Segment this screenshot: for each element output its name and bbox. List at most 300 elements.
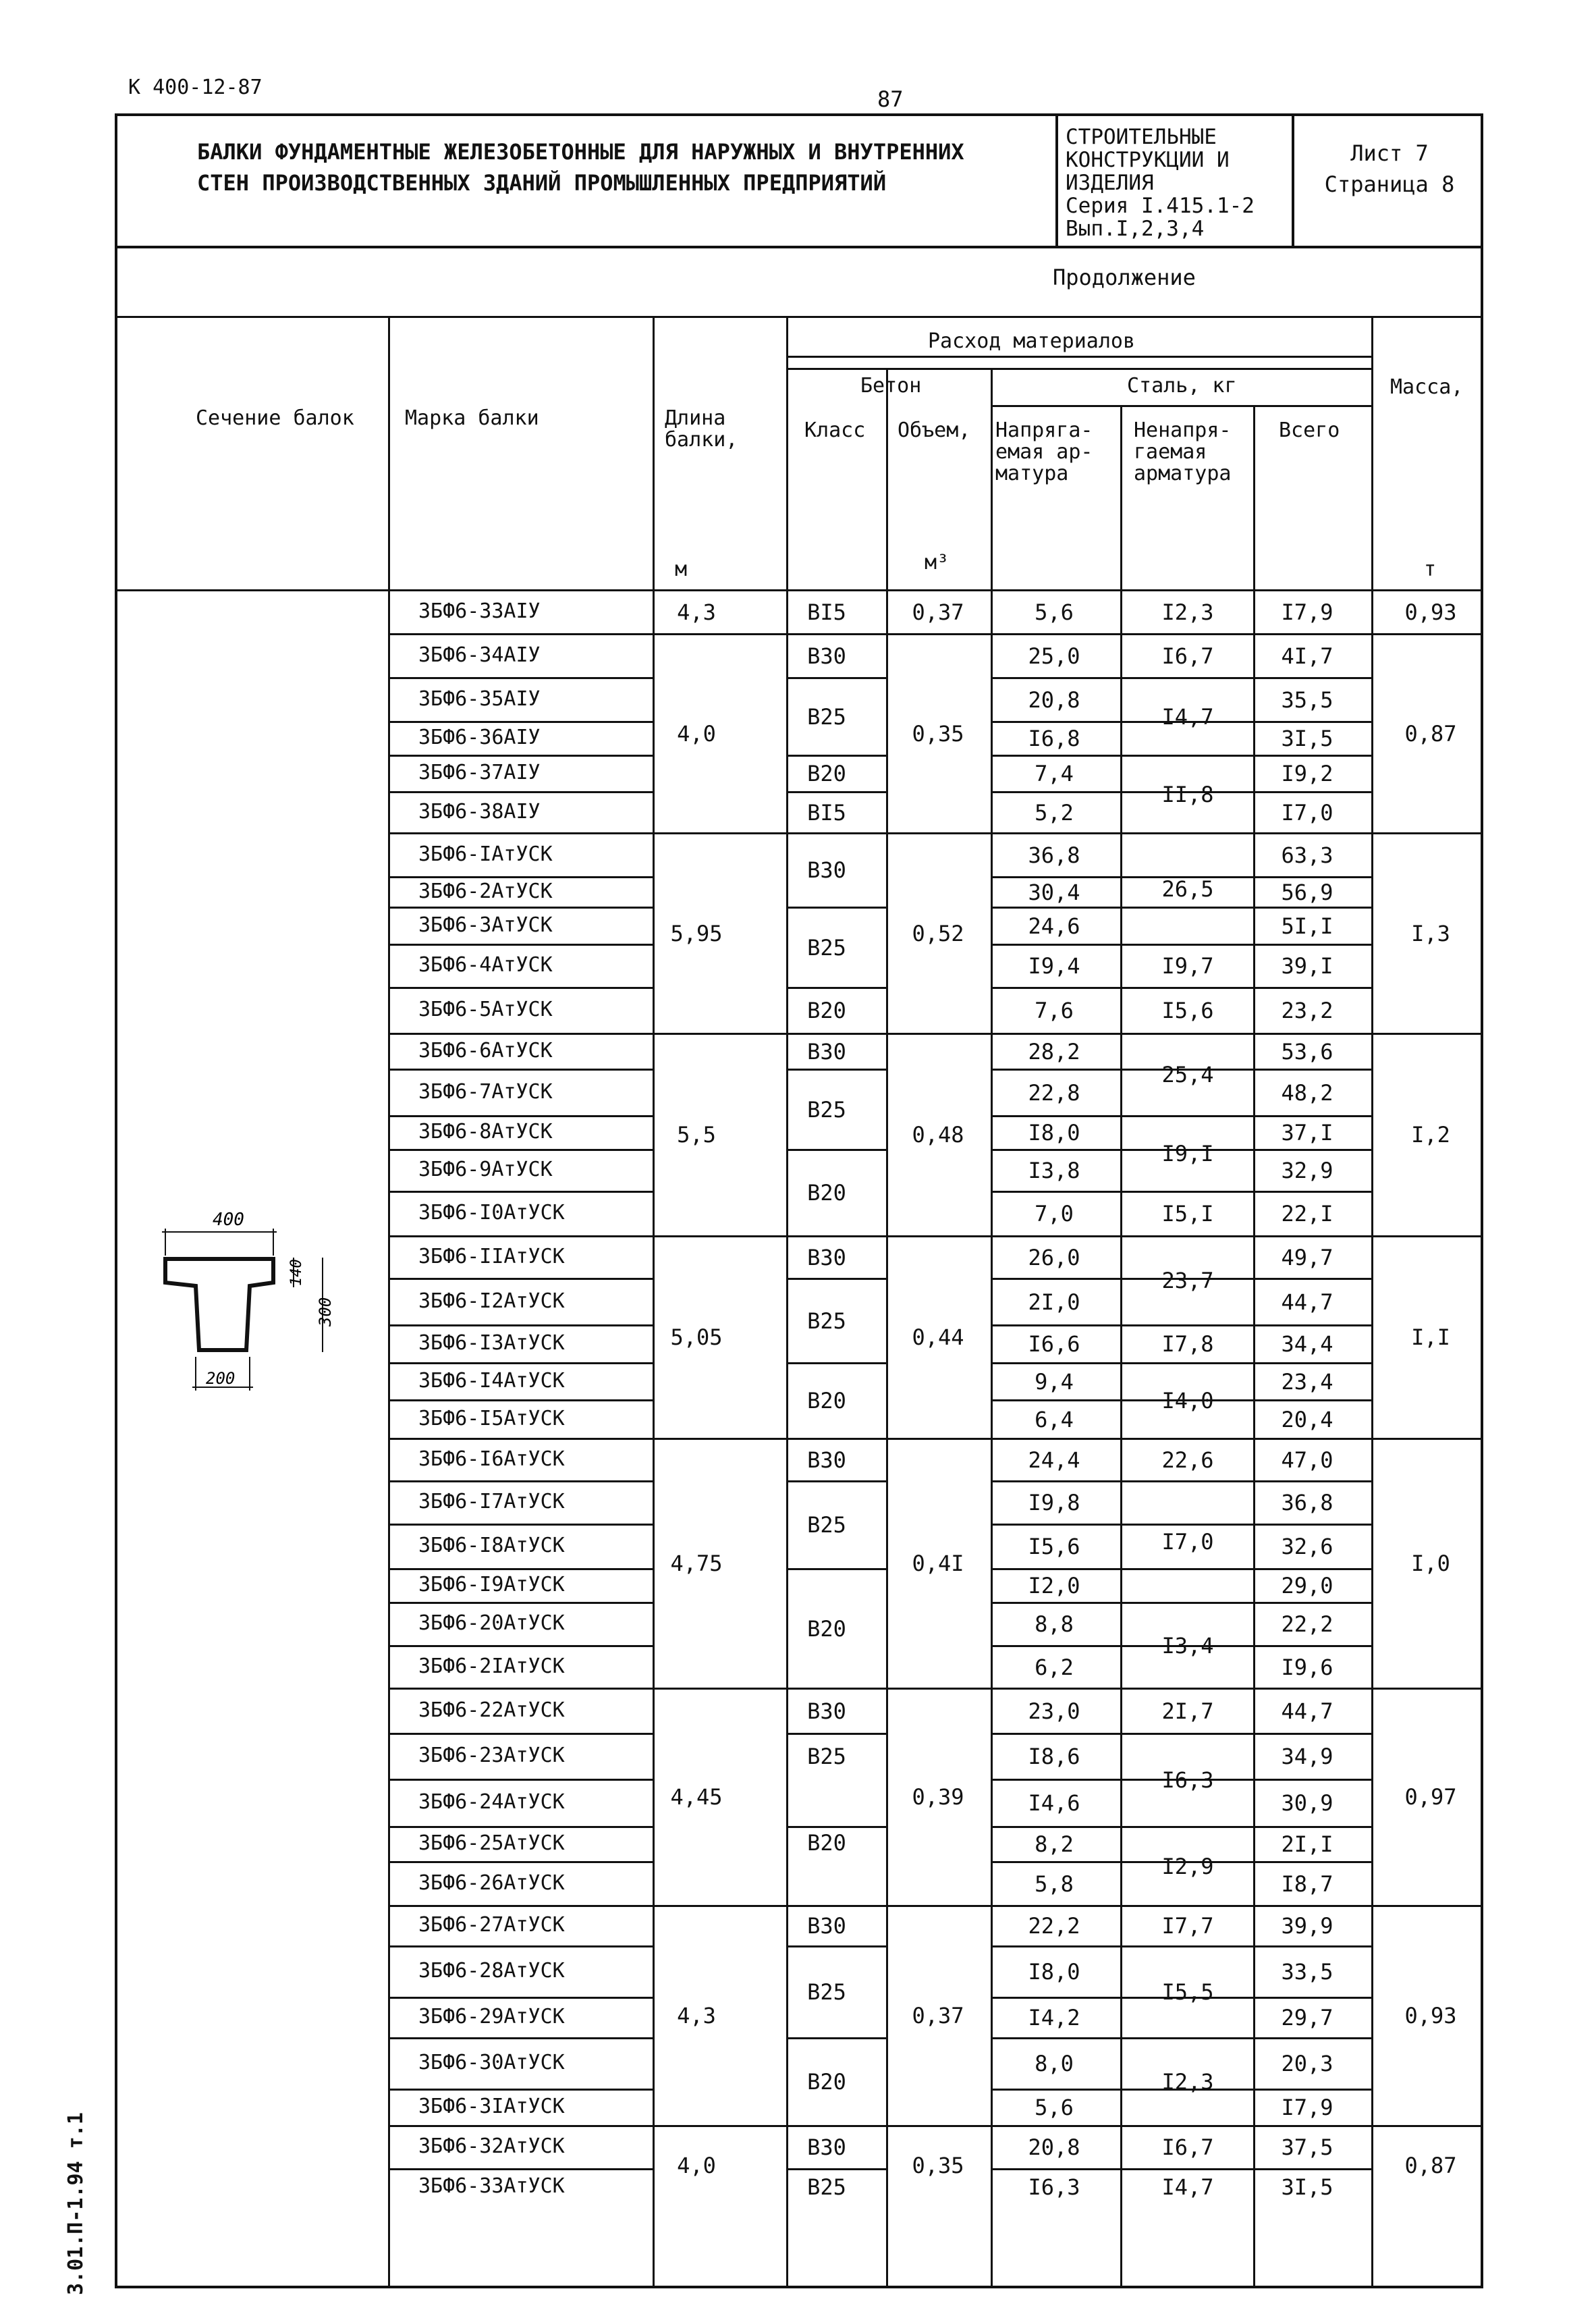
- row-separator: [991, 832, 1371, 834]
- row-23-prestressed: I9,8: [1028, 1490, 1080, 1515]
- class-separator: [786, 1480, 886, 1482]
- row-17-class: B30: [807, 1244, 846, 1270]
- row-3-mark: 3БФ6-35АIУ: [418, 687, 541, 711]
- class-separator: [786, 1069, 886, 1071]
- row-37-total: I7,9: [1281, 2095, 1333, 2120]
- group-separator: [1371, 2125, 1483, 2127]
- row-30-prestressed: I4,6: [1028, 1790, 1080, 1816]
- group-separator: [653, 2125, 786, 2127]
- header-concrete: Бетон: [860, 374, 922, 398]
- row-separator: [388, 1115, 653, 1117]
- row-38-nonprestressed: I6,7: [1161, 2134, 1214, 2160]
- row-8-mark: 3БФ6-2АтУСК: [418, 879, 553, 903]
- row-separator: [991, 987, 1371, 989]
- row-5-class: B20: [807, 761, 846, 786]
- class-separator: [786, 1149, 886, 1151]
- row-separator: [388, 2168, 653, 2170]
- row-18-mark: 3БФ6-I2АтУСК: [418, 1289, 565, 1313]
- row-1-length: 4,3: [677, 599, 716, 625]
- header-section: Сечение балок: [196, 406, 354, 430]
- header-total: Всего: [1279, 419, 1340, 442]
- volume-0-35-b: 0,35: [912, 2153, 964, 2178]
- mass-1-0: I,0: [1411, 1551, 1450, 1576]
- page-number: 87: [877, 86, 904, 112]
- row-16-mark: 3БФ6-I0АтУСК: [418, 1201, 565, 1225]
- group-separator: [653, 1033, 786, 1035]
- title-line-1: БАЛКИ ФУНДАМЕНТНЫЕ ЖЕЛЕЗОБЕТОННЫЕ ДЛЯ НАРУЖНЫХ И ВНУТРЕННИХ: [197, 139, 964, 165]
- row-3-total: 35,5: [1281, 687, 1333, 713]
- row-2-nonprestressed: I6,7: [1161, 643, 1214, 669]
- series-line-3: ИЗДЕЛИЯ: [1066, 171, 1154, 195]
- row-13-mark: 3БФ6-7АтУСК: [418, 1079, 553, 1104]
- row-1-nonprestressed: I2,3: [1161, 599, 1214, 625]
- row-separator: [388, 2125, 653, 2127]
- group-separator: [653, 832, 786, 834]
- non-17-0: I7,0: [1161, 1529, 1214, 1555]
- class-separator: [786, 1033, 886, 1035]
- row-separator: [991, 1324, 1371, 1326]
- row-separator: [991, 755, 1371, 757]
- materials-divider-2: [786, 368, 1371, 370]
- row-39-mark: 3БФ6-33АтУСК: [418, 2174, 565, 2198]
- header-top-line: [116, 316, 1483, 318]
- row-4-total: 3I,5: [1281, 726, 1333, 751]
- row-8-prestressed: 30,4: [1028, 879, 1080, 905]
- row-16-total: 22,I: [1281, 1201, 1333, 1227]
- row-22-prestressed: 24,4: [1028, 1447, 1080, 1473]
- class-separator: [786, 987, 886, 989]
- non-14-7-a: I4,7: [1161, 703, 1214, 730]
- row-separator: [388, 1149, 653, 1151]
- group-separator: [886, 1688, 991, 1690]
- row-6-prestressed: 5,2: [1035, 799, 1074, 826]
- class-separator: [786, 791, 886, 793]
- class-separator: [786, 677, 886, 679]
- row-separator: [388, 1997, 653, 1999]
- row-20-prestressed: 9,4: [1035, 1368, 1074, 1395]
- mass-0-97: 0,97: [1404, 1784, 1457, 1810]
- dim-flange: 140: [288, 1259, 305, 1286]
- class-b20-c: B20: [807, 1180, 846, 1206]
- row-1-mass: 0,93: [1404, 599, 1457, 625]
- row-separator: [388, 1733, 653, 1735]
- row-21-total: 20,4: [1281, 1406, 1333, 1432]
- group-separator: [1371, 1235, 1483, 1237]
- row-32-total: I8,7: [1281, 1871, 1333, 1897]
- row-12-class: B30: [807, 1038, 846, 1065]
- row-38-total: 37,5: [1281, 2134, 1333, 2160]
- row-separator: [388, 791, 653, 793]
- class-b20-f: B20: [807, 1829, 846, 1856]
- row-38-mark: 3БФ6-32АтУСК: [418, 2134, 565, 2158]
- row-17-total: 49,7: [1281, 1244, 1333, 1270]
- row-13-prestressed: 22,8: [1028, 1079, 1080, 1106]
- group-separator: [1371, 832, 1483, 834]
- row-35-prestressed: I4,2: [1028, 2005, 1080, 2031]
- row-29-prestressed: I8,6: [1028, 1744, 1080, 1769]
- row-36-total: 20,3: [1281, 2051, 1333, 2076]
- row-20-total: 23,4: [1281, 1368, 1333, 1395]
- row-1-total: I7,9: [1281, 599, 1333, 625]
- row-separator: [991, 1568, 1371, 1570]
- row-10-nonprestressed: I9,7: [1161, 953, 1214, 979]
- group-separator: [653, 633, 786, 635]
- row-26-mark: 3БФ6-20АтУСК: [418, 1611, 565, 1635]
- volume-0-37-b: 0,37: [912, 2003, 964, 2028]
- row-16-nonprestressed: I5,I: [1161, 1201, 1214, 1227]
- header-nonprestressed: Ненапря- гаемая арматура: [1134, 419, 1232, 485]
- row-31-mark: 3БФ6-25АтУСК: [418, 1831, 565, 1855]
- class-b25-g: B25: [807, 1979, 846, 2005]
- row-8-total: 56,9: [1281, 879, 1333, 905]
- row-separator: [388, 1945, 653, 1947]
- class-separator: [786, 1905, 886, 1907]
- class-separator: [786, 2037, 886, 2039]
- row-33-nonprestressed: I7,7: [1161, 1913, 1214, 1939]
- row-2-class: B30: [807, 643, 846, 669]
- row-separator: [388, 1324, 653, 1326]
- header-bottom-line: [116, 589, 1483, 591]
- row-27-total: I9,6: [1281, 1654, 1333, 1680]
- length-5-95: 5,95: [670, 920, 723, 946]
- row-39-total: 3I,5: [1281, 2174, 1333, 2200]
- row-separator: [991, 1362, 1371, 1364]
- row-separator: [388, 677, 653, 679]
- row-29-total: 34,9: [1281, 1744, 1333, 1769]
- page-label: Страница 8: [1324, 171, 1455, 197]
- non-19-1: I9,I: [1161, 1141, 1214, 1166]
- header-volume: Объем,: [898, 419, 971, 442]
- row-26-prestressed: 8,8: [1035, 1611, 1074, 1637]
- row-29-class: B25: [807, 1744, 846, 1769]
- row-11-prestressed: 7,6: [1035, 998, 1074, 1023]
- row-14-prestressed: I8,0: [1028, 1120, 1080, 1146]
- row-30-mark: 3БФ6-24АтУСК: [418, 1790, 565, 1814]
- title-line-2: СТЕН ПРОИЗВОДСТВЕННЫХ ЗДАНИЙ ПРОМЫШЛЕННЫХ ПРЕДПРИЯТИЙ: [197, 170, 887, 196]
- row-separator: [991, 2125, 1371, 2127]
- row-separator: [991, 944, 1371, 946]
- row-33-total: 39,9: [1281, 1913, 1333, 1939]
- row-38-prestressed: 20,8: [1028, 2134, 1080, 2160]
- header-volume-unit: м³: [925, 551, 950, 574]
- row-28-total: 44,7: [1281, 1698, 1333, 1724]
- series-line-2: КОНСТРУКЦИИ И: [1066, 148, 1230, 172]
- row-separator: [991, 1033, 1371, 1035]
- row-separator: [388, 832, 653, 834]
- class-separator: [786, 1945, 886, 1947]
- dim-bottom: 200: [206, 1369, 236, 1388]
- row-22-total: 47,0: [1281, 1447, 1333, 1473]
- class-separator: [786, 1568, 886, 1570]
- row-10-prestressed: I9,4: [1028, 953, 1080, 979]
- volume-0-52: 0,52: [912, 920, 964, 946]
- group-separator: [886, 832, 991, 834]
- row-separator: [991, 1602, 1371, 1604]
- row-separator: [991, 1480, 1371, 1482]
- row-9-prestressed: 24,6: [1028, 913, 1080, 939]
- row-26-total: 22,2: [1281, 1611, 1333, 1637]
- beam-section-drawing: [142, 1191, 385, 1421]
- row-38-class: B30: [807, 2134, 846, 2160]
- row-separator: [991, 1235, 1371, 1237]
- row-6-total: I7,0: [1281, 799, 1333, 826]
- non-16-3: I6,3: [1161, 1767, 1214, 1793]
- row-34-total: 33,5: [1281, 1959, 1333, 1985]
- row-separator: [388, 1480, 653, 1482]
- row-23-total: 36,8: [1281, 1490, 1333, 1515]
- row-34-mark: 3БФ6-28АтУСК: [418, 1959, 565, 1983]
- class-separator: [786, 1235, 886, 1237]
- row-separator: [388, 1278, 653, 1280]
- class-b25-b: B25: [807, 934, 846, 961]
- row-separator: [388, 755, 653, 757]
- header-steel: Сталь, кг: [1127, 374, 1237, 398]
- class-b30-b: B30: [807, 857, 846, 883]
- header-length-unit: м: [675, 558, 688, 581]
- row-28-mark: 3БФ6-22АтУСК: [418, 1698, 565, 1722]
- row-4-mark: 3БФ6-36АIУ: [418, 726, 541, 749]
- row-15-total: 32,9: [1281, 1158, 1333, 1183]
- row-28-prestressed: 23,0: [1028, 1698, 1080, 1724]
- row-5-total: I9,2: [1281, 761, 1333, 786]
- row-separator: [388, 876, 653, 878]
- document-code: К 400-12-87: [128, 76, 263, 99]
- row-separator: [388, 987, 653, 989]
- row-39-class: B25: [807, 2174, 846, 2200]
- row-separator: [388, 2037, 653, 2039]
- group-separator: [886, 1905, 991, 1907]
- row-13-total: 48,2: [1281, 1079, 1333, 1106]
- continuation-label: Продолжение: [1053, 265, 1196, 290]
- row-33-class: B30: [807, 1913, 846, 1939]
- row-25-total: 29,0: [1281, 1573, 1333, 1598]
- row-31-prestressed: 8,2: [1035, 1831, 1074, 1857]
- mass-1-2: I,2: [1411, 1122, 1450, 1148]
- row-separator: [388, 1568, 653, 1570]
- row-36-prestressed: 8,0: [1035, 2051, 1074, 2076]
- row-33-prestressed: 22,2: [1028, 1913, 1080, 1939]
- row-32-mark: 3БФ6-26АтУСК: [418, 1871, 565, 1895]
- class-separator: [786, 832, 886, 834]
- row-separator: [388, 1861, 653, 1863]
- row-27-prestressed: 6,2: [1035, 1654, 1074, 1680]
- class-separator: [786, 633, 886, 635]
- grid-line: [1371, 316, 1373, 2288]
- row-7-total: 63,3: [1281, 842, 1333, 868]
- row-19-total: 34,4: [1281, 1331, 1333, 1357]
- row-36-mark: 3БФ6-30АтУСК: [418, 2051, 565, 2074]
- header-mass: Масса,: [1390, 375, 1464, 399]
- volume-0-41: 0,4I: [912, 1551, 964, 1576]
- row-33-mark: 3БФ6-27АтУСК: [418, 1913, 565, 1937]
- non-23-7: 23,7: [1161, 1268, 1214, 1293]
- row-1-prestressed: 5,6: [1035, 599, 1074, 625]
- row-separator: [991, 677, 1371, 679]
- row-12-prestressed: 28,2: [1028, 1038, 1080, 1065]
- grid-line: [1120, 405, 1122, 2288]
- row-37-prestressed: 5,6: [1035, 2095, 1074, 2120]
- row-separator: [388, 633, 653, 635]
- row-23-mark: 3БФ6-I7АтУСК: [418, 1490, 565, 1513]
- row-12-mark: 3БФ6-6АтУСК: [418, 1038, 553, 1063]
- volume-0-48: 0,48: [912, 1122, 964, 1148]
- volume-0-35-a: 0,35: [912, 720, 964, 747]
- volume-0-39: 0,39: [912, 1784, 964, 1810]
- row-6-mark: 3БФ6-38АIУ: [418, 799, 541, 824]
- row-17-prestressed: 26,0: [1028, 1244, 1080, 1270]
- group-separator: [886, 1438, 991, 1440]
- row-19-mark: 3БФ6-I3АтУСК: [418, 1331, 565, 1355]
- class-separator: [786, 1278, 886, 1280]
- row-separator: [388, 1645, 653, 1647]
- row-24-total: 32,6: [1281, 1534, 1333, 1559]
- length-4-3-b: 4,3: [677, 2003, 716, 2028]
- non-26-5: 26,5: [1161, 876, 1214, 902]
- row-separator: [388, 1688, 653, 1690]
- length-4-45: 4,45: [670, 1784, 723, 1810]
- row-14-mark: 3БФ6-8АтУСК: [418, 1120, 553, 1144]
- group-separator: [1371, 1033, 1483, 1035]
- class-b20-d: B20: [807, 1388, 846, 1414]
- row-29-mark: 3БФ6-23АтУСК: [418, 1744, 565, 1767]
- non-12-3: I2,3: [1161, 2069, 1214, 2095]
- row-1-volume: 0,37: [912, 599, 964, 625]
- row-19-nonprestressed: I7,8: [1161, 1331, 1214, 1357]
- row-22-nonprestressed: 22,6: [1161, 1447, 1214, 1473]
- group-separator: [886, 633, 991, 635]
- row-2-total: 4I,7: [1281, 643, 1333, 669]
- row-5-prestressed: 7,4: [1035, 761, 1074, 786]
- non-12-9: I2,9: [1161, 1853, 1214, 1879]
- group-separator: [1371, 1905, 1483, 1907]
- row-21-prestressed: 6,4: [1035, 1406, 1074, 1432]
- length-5-5: 5,5: [677, 1122, 716, 1148]
- row-22-mark: 3БФ6-I6АтУСК: [418, 1447, 565, 1471]
- row-separator: [991, 1524, 1371, 1526]
- row-separator: [388, 1438, 653, 1440]
- mass-0-87-b: 0,87: [1404, 2153, 1457, 2178]
- class-separator: [786, 1733, 886, 1735]
- class-b25-e: B25: [807, 1512, 846, 1538]
- class-separator: [786, 907, 886, 909]
- row-separator: [388, 1602, 653, 1604]
- group-separator: [653, 1688, 786, 1690]
- class-separator: [786, 755, 886, 757]
- row-10-total: 39,I: [1281, 953, 1333, 979]
- row-separator: [991, 1945, 1371, 1947]
- length-5-05: 5,05: [670, 1324, 723, 1350]
- non-14-0: I4,0: [1161, 1388, 1214, 1414]
- row-separator: [388, 1399, 653, 1401]
- row-11-mark: 3БФ6-5АтУСК: [418, 998, 553, 1021]
- row-35-mark: 3БФ6-29АтУСК: [418, 2005, 565, 2028]
- header-length: Длина балки,: [665, 406, 738, 452]
- group-separator: [653, 1235, 786, 1237]
- non-25-4: 25,4: [1161, 1062, 1214, 1087]
- row-12-total: 53,6: [1281, 1038, 1333, 1065]
- row-separator: [388, 1069, 653, 1071]
- row-11-nonprestressed: I5,6: [1161, 998, 1214, 1023]
- row-16-prestressed: 7,0: [1035, 1201, 1074, 1227]
- row-10-mark: 3БФ6-4АтУСК: [418, 953, 553, 977]
- row-separator: [388, 1033, 653, 1035]
- row-14-total: 37,I: [1281, 1120, 1333, 1146]
- mass-1-1: I,I: [1411, 1324, 1450, 1350]
- mass-0-93-b: 0,93: [1404, 2003, 1457, 2028]
- row-6-class: BI5: [807, 799, 846, 826]
- header-prestressed: Напряга- емая ар- матура: [995, 419, 1093, 485]
- group-separator: [1371, 1438, 1483, 1440]
- series-line-5: Вып.I,2,3,4: [1066, 217, 1205, 241]
- row-30-total: 30,9: [1281, 1790, 1333, 1816]
- header-class: Класс: [804, 419, 866, 442]
- row-7-mark: 3БФ6-IАтУСК: [418, 842, 553, 866]
- row-31-total: 2I,I: [1281, 1831, 1333, 1857]
- row-24-mark: 3БФ6-I8АтУСК: [418, 1534, 565, 1557]
- row-separator: [388, 2089, 653, 2091]
- row-28-nonprestressed: 2I,7: [1161, 1698, 1214, 1724]
- row-separator: [991, 2168, 1371, 2170]
- class-separator: [786, 1826, 886, 1828]
- row-separator: [388, 1524, 653, 1526]
- row-separator: [991, 1905, 1371, 1907]
- row-17-mark: 3БФ6-IIАтУСК: [418, 1244, 565, 1268]
- row-25-mark: 3БФ6-I9АтУСК: [418, 1573, 565, 1596]
- non-11-8: II,8: [1161, 781, 1214, 807]
- row-9-mark: 3БФ6-3АтУСК: [418, 913, 553, 937]
- row-37-mark: 3БФ6-3IАтУСК: [418, 2095, 565, 2118]
- row-19-prestressed: I6,6: [1028, 1331, 1080, 1357]
- row-separator: [388, 907, 653, 909]
- row-9-total: 5I,I: [1281, 913, 1333, 939]
- length-4-75: 4,75: [670, 1551, 723, 1576]
- side-code: 3.01.П-1.94 т.1: [64, 2112, 88, 2295]
- non-15-5: I5,5: [1161, 1979, 1214, 2005]
- row-11-total: 23,2: [1281, 998, 1333, 1023]
- row-separator: [991, 1688, 1371, 1690]
- row-separator: [388, 1826, 653, 1828]
- row-separator: [388, 1905, 653, 1907]
- row-separator: [388, 1235, 653, 1237]
- row-28-class: B30: [807, 1698, 846, 1724]
- mass-0-87-a: 0,87: [1404, 720, 1457, 747]
- steel-divider: [991, 405, 1371, 407]
- row-15-mark: 3БФ6-9АтУСК: [418, 1158, 553, 1181]
- group-separator: [1371, 633, 1483, 635]
- volume-0-44: 0,44: [912, 1324, 964, 1350]
- header-mass-unit: т: [1424, 558, 1437, 581]
- row-32-prestressed: 5,8: [1035, 1871, 1074, 1897]
- row-separator: [991, 1191, 1371, 1193]
- beam-tee-outline: [165, 1259, 273, 1350]
- row-3-prestressed: 20,8: [1028, 687, 1080, 713]
- class-b25-a: B25: [807, 703, 846, 730]
- row-separator: [388, 1191, 653, 1193]
- row-1-class: BI5: [807, 599, 846, 625]
- row-39-nonprestressed: I4,7: [1161, 2174, 1214, 2200]
- row-18-prestressed: 2I,0: [1028, 1289, 1080, 1315]
- row-separator: [388, 1362, 653, 1364]
- row-4-prestressed: I6,8: [1028, 726, 1080, 751]
- row-separator: [388, 1779, 653, 1781]
- group-separator: [886, 2125, 991, 2127]
- row-separator: [991, 1115, 1371, 1117]
- header-mark: Марка балки: [405, 406, 539, 430]
- non-13-4: I3,4: [1161, 1632, 1214, 1659]
- class-b25-c: B25: [807, 1096, 846, 1123]
- group-separator: [886, 1033, 991, 1035]
- series-line-1: СТРОИТЕЛЬНЫЕ: [1066, 125, 1217, 149]
